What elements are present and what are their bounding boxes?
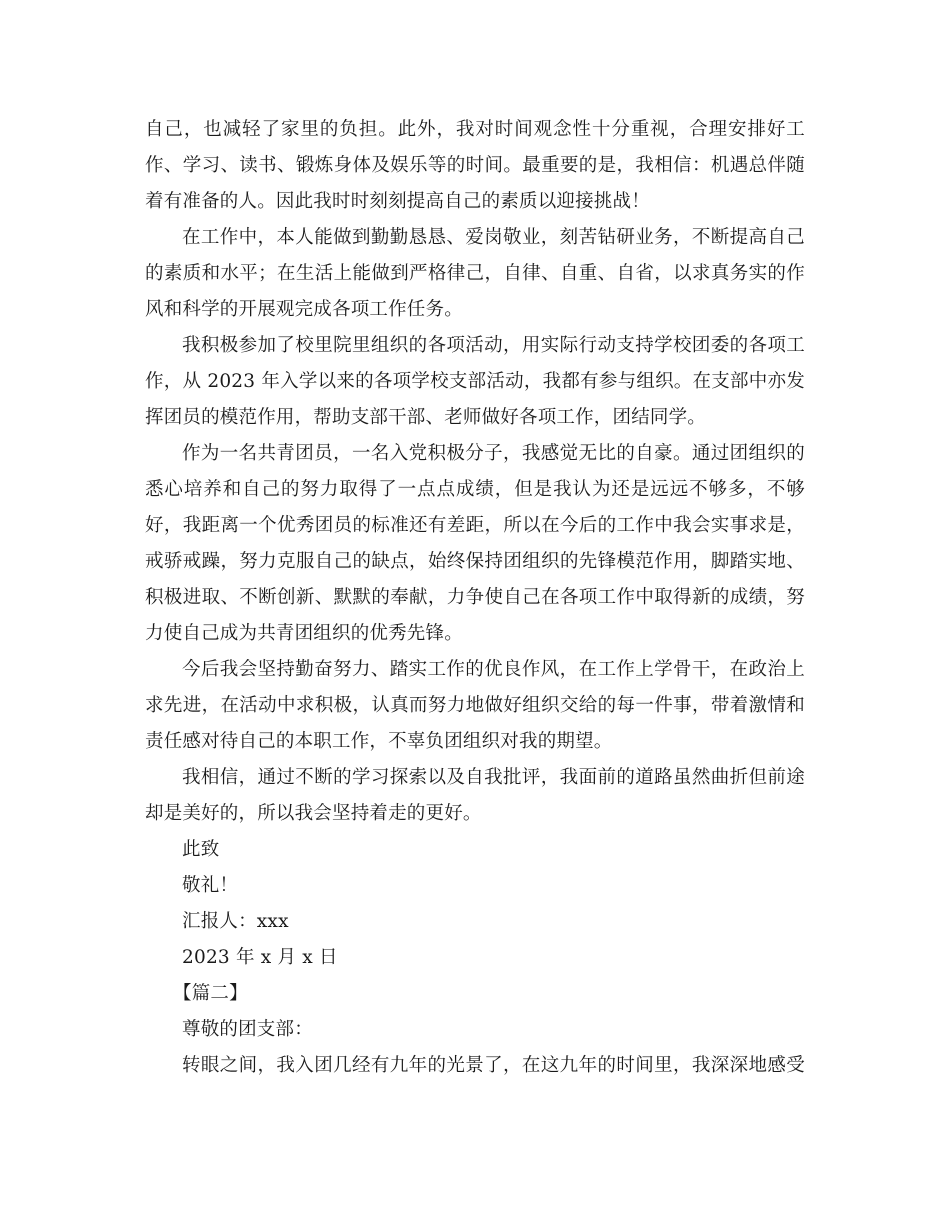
text-line: 作、学习、读书、锻炼身体及娱乐等的时间。最重要的是，我相信：机遇总伴随 [145, 155, 805, 176]
text-line: 责任感对待自己的本职工作，不辜负团组织对我的期望。 [145, 731, 613, 752]
section-heading: 【篇二】 [173, 983, 248, 1004]
text-line: 转眼之间，我入团几经有九年的光景了，在这九年的时间里，我深深地感受 [182, 1055, 805, 1076]
text-line: 力使自己成为共青团组织的优秀先锋。 [145, 623, 463, 644]
text-line: 好，我距离一个优秀团员的标准还有差距，所以在今后的工作中我会实事求是， [145, 515, 805, 536]
report-date: 2023 年 x 月 x 日 [182, 947, 338, 968]
text-line: 挥团员的模范作用，帮助支部干部、老师做好各项工作，团结同学。 [145, 407, 707, 428]
closing-regards: 敬礼！ [182, 875, 239, 896]
text-line: 作，从 2023 年入学以来的各项学校支部活动，我都有参与组织。在支部中亦发 [145, 371, 805, 392]
closing-salutation: 此致 [182, 839, 220, 860]
document-body [145, 112, 805, 1084]
text-line: 在工作中，本人能做到勤勤恳恳、爱岗敬业，刻苦钻研业务，不断提高自己 [182, 227, 805, 248]
text-line: 作为一名共青团员，一名入党积极分子，我感觉无比的自豪。通过团组织的 [182, 443, 805, 464]
text-line: 自己，也减轻了家里的负担。此外，我对时间观念性十分重视，合理安排好工 [145, 119, 805, 140]
text-line: 着有准备的人。因此我时时刻刻提高自己的素质以迎接挑战！ [145, 191, 650, 212]
text-line: 风和科学的开展观完成各项工作任务。 [145, 299, 463, 320]
text-line: 我相信，通过不断的学习探索以及自我批评，我面前的道路虽然曲折但前途 [182, 767, 805, 788]
text-line: 求先进，在活动中求积极，认真而努力地做好组织交给的每一件事，带着激情和 [145, 695, 805, 716]
text-line: 今后我会坚持勤奋努力、踏实工作的优良作风，在工作上学骨干，在政治上 [182, 659, 805, 680]
text-line: 戒骄戒躁，努力克服自己的缺点，始终保持团组织的先锋模范作用，脚踏实地、 [145, 551, 805, 572]
letter-greeting: 尊敬的团支部： [182, 1019, 313, 1040]
text-line: 悉心培养和自己的努力取得了一点点成绩，但是我认为还是远远不够多，不够 [145, 479, 805, 500]
text-line: 积极进取、不断创新、默默的奉献，力争使自己在各项工作中取得新的成绩，努 [145, 587, 805, 608]
text-line: 的素质和水平；在生活上能做到严格律己，自律、自重、自省，以求真务实的作 [145, 263, 805, 284]
reporter-name: 汇报人：xxx [182, 911, 289, 932]
text-line: 却是美好的，所以我会坚持着走的更好。 [145, 803, 482, 824]
text-line: 我积极参加了校里院里组织的各项活动，用实际行动支持学校团委的各项工 [182, 335, 805, 356]
